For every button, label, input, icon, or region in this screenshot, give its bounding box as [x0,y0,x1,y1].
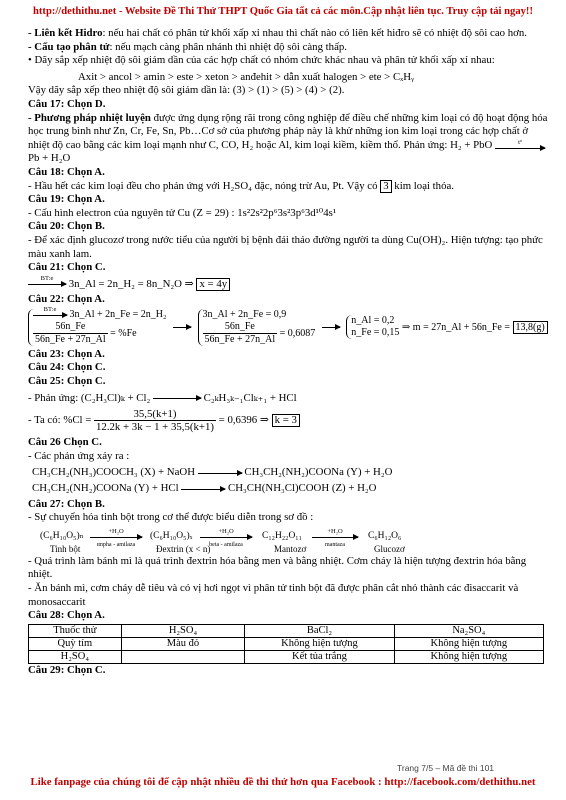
answer-27: Câu 27: Chọn B. [28,497,105,510]
reaction-arrow: tº [495,147,545,149]
term-hydrogen-bond: - Liên kết Hidro [28,27,103,39]
term-thermal-method: - Phương pháp nhiệt luyện [28,111,151,124]
paragraph-q19: - Cấu hình electron của nguyên tử Cu (Z = 29) : 1s²2s²2p⁶3s²3p⁶3d¹⁰4s¹ [28,206,337,219]
footer-banner[interactable] [0,776,566,788]
equation-q25: - Ta có: %Cl = $\frac{35,5(k+1)}{12.2k + 3k - 1 + 35,5(k+1)}$ = 0,6396 ⇒ k = 3 [28,408,548,433]
header-banner[interactable] [0,6,566,17]
answer-20: Câu 20: Chọn B. [28,220,105,233]
table-row: Quỳ tím Màu đỏ Không hiện tượng Không hiện tượng [29,637,544,650]
reagent-table [28,624,544,664]
text-structure: : nếu mạch càng phân nhánh thì nhiệt độ sôi càng thấp. [109,40,347,53]
reaction-q26-1: CH₃CH₂(NH₃)COOCH₃ (X) + NaOH CH₃CH₂(NH₂)COONa (Y) + H₂O [32,466,393,479]
paragraph-order: • Dãy sắp xếp nhiệt độ sôi giảm dần của các hợp chất có nhóm chức khác nhau và phân tử khối xấp xỉ nhau: [28,54,495,67]
footer-link[interactable]: Like fanpage của chúng tôi để cập nhật nhiều đề thi thử hơn qua Facebook : http://facebook.com/dethithu.net [30,776,536,788]
equation-q22: BT:e 3n_Al + 2n_Fe = 2n_H₂ $\frac{56n\_Fe}{56n\_Fe + 27n\_Al}$ = %Fe 3n_Al + 2n_Fe = 0,9 $\frac{56n\_Fe}{56n\_Fe + 27n\_Al}$ = 0,6087 n_Al = 0,2 n_Fe = 0,15 ⇒ m = 27n_Al + 56n_Fe = 13,8(g) [28,309,548,346]
paragraph-hydrogen-bond [28,27,548,41]
boxed-answer: k = 3 [272,414,300,427]
order-result: Vậy dãy sắp xếp theo nhiệt độ sôi giảm dần là: (3) > (1) > (5) > (4) > (2). [28,84,345,97]
answer-21: Câu 21: Chọn C. [28,261,106,274]
paragraph-q26: - Các phản ứng xảy ra : [28,449,130,462]
header-link[interactable]: http://dethithu.net - Website Đề Thi Thử THPT Quốc Gia tất cả các môn.Cập nhật liên tục. Truy cập tải ngay!! [33,6,533,17]
order-chain: Axit > ancol > amin > este > xeton > anđehit > dẫn xuất halogen > ete > CₓHᵧ [78,70,414,83]
paragraph-q17 [28,112,548,166]
paragraph-q27-digest: - Ăn bánh mì, cơm cháy dễ tiêu và có vị hơi ngọt vì phân tử tinh bột đã được phân cắt nhỏ thành các đisaccarit và monosaccarit [28,582,519,608]
answer-23: Câu 23: Chọn A. [28,347,105,360]
system-3: n_Al = 0,2 n_Fe = 0,15 [346,315,399,339]
boxed-answer: 3 [380,180,391,193]
system-1: BT:e 3n_Al + 2n_Fe = 2n_H₂ $\frac{56n\_Fe}{56n\_Fe + 27n\_Al}$ = %Fe [28,309,167,346]
equation-q21: BT:e 3n_Al = 2n_H₂ = 8n_N₂O ⇒ x = 4y [28,278,548,292]
reaction-q26-2: CH₃CH₂(NH₂)COONa (Y) + HCl CH₃CH(NH₃Cl)COOH (Z) + H₂O [32,482,377,495]
answer-22: Câu 22: Chọn A. [28,293,105,306]
table-row: H₂SO₄ Kết tủa trắng Không hiện tượng [29,650,544,663]
paragraph-q27: - Sự chuyển hóa tinh bột trong cơ thể được biểu diễn trong sơ đồ : [28,511,314,524]
answer-18: Câu 18: Chọn A. [28,165,105,178]
term-structure: - Cấu tạo phân tử [28,40,110,53]
text-q17-product: Pb + H₂O [28,152,71,165]
boxed-answer: 13,8(g) [513,321,548,334]
document-body [28,27,548,677]
text-hydrogen-bond: : nếu hai chất có phân tử khối xấp xỉ nhau thì chất nào có liên kết hiđro sẽ có nhiệt độ sôi cao hơn. [102,27,527,39]
table-row: Thuốc thử H₂SO₄ BaCl₂ Na₂SO₄ [29,624,544,637]
answer-19: Câu 19: Chọn A. [28,193,105,206]
boxed-answer: x = 4y [196,278,230,291]
paragraph-q20: - Để xác định glucozơ trong nước tiểu của người bị bệnh đái tháo đường người ta dùng Cu(OH)₂. Hiện tượng: tạo phức màu xanh lam. [28,233,543,260]
answer-24: Câu 24: Chọn C. [28,361,106,374]
answer-28: Câu 28: Chọn A. [28,609,105,622]
conservation-arrow: BT:e [28,283,66,285]
paragraph-q27-bread: - Quá trình làm bánh mì là quá trình đextrin hóa bằng men và bằng nhiệt. Cơm cháy là hiện tượng đextrin hóa bằng nhiệt. [28,554,527,581]
answer-29: Câu 29: Chọn C. [28,663,106,676]
answer-26: Câu 26 Chọn C. [28,436,102,449]
system-2: 3n_Al + 2n_Fe = 0,9 $\frac{56n\_Fe}{56n\_Fe + 27n\_Al}$ = 0,6087 [198,309,316,346]
page-number: Trang 7/5 – Mã đề thi 101 [397,763,495,773]
paragraph-q18: - Hầu hết các kim loại đều cho phản ứng với H₂SO₄ đặc, nóng trừ Au, Pt. Vậy có 3 kim loại thỏa. [28,179,454,192]
paragraph-structure [28,41,548,55]
starch-conversion-scheme: (C₆H₁₀O₅)ₙ +H₂O αnpha - amilaza (C₆H₁₀O₅)ₓ +H₂O beta - amilaza C₁₂H₂₂O₁₁ +H₂O mantaza C₆H₁₂O₆ Tinh bột Đextrin (x < n) Mantozơ Glucozơ [40,527,405,554]
text-q17: được ứng dụng rộng rãi trong công nghiệp để điều chế những kim loại có độ hoạt động hóa học trung bình như Zn, Cr, Fe, Sn, Pb…Cơ sở của phương pháp này là khử những ion kim loại trong các hợp chất ở nhiệt độ cao bằng các kim loại mạnh như C, CO, H₂ hoặc Al, kim loại kiềm, kiềm thổ. Phản ứng: H₂ + PbO [28,111,548,151]
answer-17: Câu 17: Chọn D. [28,97,106,110]
reaction-q25: - Phản ứng: (C₂H₃Cl)ₖ + Cl₂ C₂ₖH₃ₖ₋₁Clₖ₊₁ + HCl [28,391,297,404]
answer-25: Câu 25: Chọn C. [28,375,106,388]
